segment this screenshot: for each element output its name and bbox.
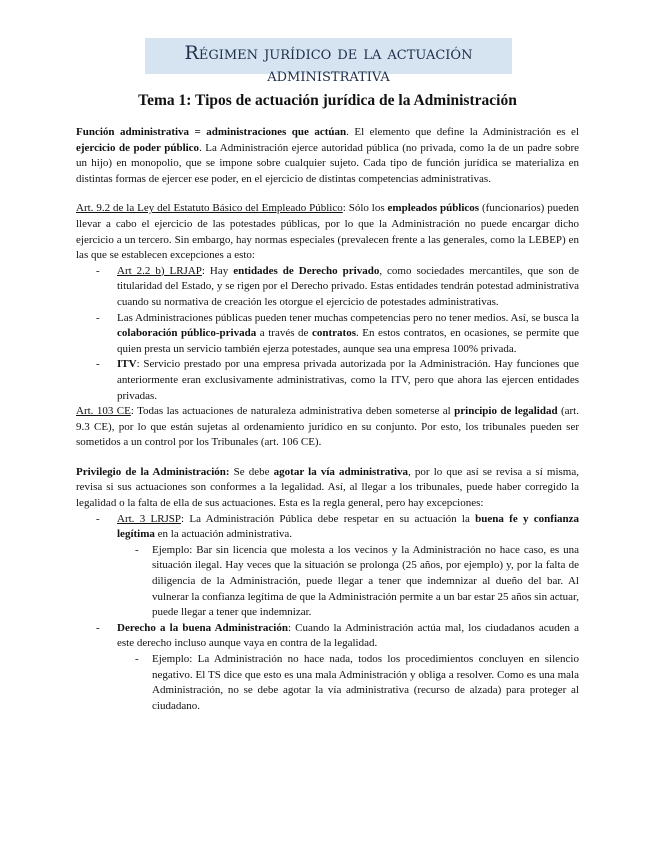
text-run: (funcionarios) pueden llevar a cabo el ejercicio de las potestades públicas, por lo que la Administración no puede encargar dicho ejercicio a un tercero. Sin embargo, hay normas especiales (prevalecen frente a las generales, como la LEBEP) en las que se establecen excepciones a esto: [76,202,579,262]
paragraph-art-9-2 [76,201,579,263]
bold-term: Función administrativa = administraciones que actúan [76,126,347,138]
bold-term: Derecho a la buena Administración [117,621,288,634]
bold-term: colaboración público-privada [117,327,257,340]
spacer [76,187,579,201]
paragraph-funcion-administrativa [76,125,579,187]
text-run: : Hay [201,264,234,277]
text-run: : Sólo los [342,202,388,215]
text-run: , como sociedades mercantiles, que son de titularidad del Estado, y se rigen por el Derecho privado. Estas entidades tendrán potestad administrativa cuando su normativa de creación les otorgue el ejercicio de potestades administrativas. [117,264,579,308]
bold-term: principio de legalidad [454,405,558,418]
exceptions-list [76,512,579,543]
bold-term: entidades de Derecho privado [233,264,380,277]
list-item [76,311,579,358]
document-body [76,125,579,714]
exceptions-list [76,264,579,404]
paragraph-privilegio [76,465,579,512]
text-run: a través de [256,327,312,340]
list-item [76,357,579,404]
bold-term: agotar la vía administrativa [273,465,409,478]
text-run: (art. 9.3 CE), por lo que están sujetas al ordenamiento jurídico en su conjunto. Por esto, los tribunales pueden ser sometidos a un control por los Tribunales (art. 106 CE). [76,405,579,449]
text-run: , por lo que así se revisa a sí misma, revisa si sus actuaciones son conformes a la legalidad. Así, al llegar a los tribunales, puede haber corregido la legalidad o la falta de ella de sus actuaciones. Esta es la regla general, pero hay excepciones: [76,465,579,510]
sub-list-item: - Ejemplo: Bar sin licencia que molesta a los vecinos y la Administración no hace caso, es una situación ilegal. Hay veces que la situación se prolonga (25 años, por ejemplo) y, por la falta de diligencia de la Administración, puede llegar a tener que indemnizar al dueño del bar. Al vulnerar la confianza legítima de que la Administración permite a un bar estar 25 años sin actuar, puede llegar a tener que indemnizar. [76,543,579,621]
bold-term: buena fe y confianza legítima [117,512,579,541]
title-banner [145,38,512,86]
list-item [76,512,579,543]
topic-title: Tema 1: Tipos de actuación jurídica de la Administración [138,92,517,109]
bold-term: contratos [311,327,356,340]
bold-term: ITV [117,358,137,371]
text-run: : Servicio prestado por una empresa privada autorizada por la Administración. Hay funciones que anteriormente eran exclusivamente administrativas, como la ITV, pero que ahora las ejercen entidades privadas. [117,358,579,402]
text-run: : La Administración Pública debe respetar en su actuación la [181,512,476,525]
law-reference: Art. 103 CE [76,405,131,418]
text-run: . La Administración ejerce autoridad pública (no privada, como la de un padre sobre un hijo) en monopolio, que se impone sobre cualquier sujeto. Cada tipo de función jurídica se materializa en distintas formas de ejercer ese poder, en el ejercicio de distintas competencias administrativas. [76,141,579,185]
law-reference: Art. 9.2 de la Ley del Estatuto Básico del Empleado Público [76,202,343,215]
bold-term: ejercicio de poder público [76,141,200,154]
text-run: en la actuación administrativa. [154,528,293,541]
bold-term: Privilegio de la Administración: [76,465,230,478]
text-run: . En estos contratos, en ocasiones, se permite que quien presta un servicio también ejerza potestades, aunque sea una empresa 100% privada. [117,327,579,355]
text-run: : Cuando la Administración actúa mal, los ciudadanos acuden a este derecho incluso aunque vaya en contra de la legalidad. [117,621,579,650]
list-item [76,621,579,652]
sub-list [76,543,579,621]
text-run: : Todas las actuaciones de naturaleza administrativa deben someterse al [130,405,455,418]
sub-list [76,652,579,714]
sub-list-item: - Ejemplo: La Administración no hace nada, todos los procedimientos concluyen en silencio negativo. El TS dice que esto es una mala Administración y obliga a resolver. Como es una mala Administración, no se debe agotar la vía administrativa (recurso de alzada) para proteger al ciudadano. [76,652,579,714]
law-reference: Art 2.2 b) LRJAP [117,264,202,277]
exceptions-list [76,621,579,652]
text-run: . El elemento que define la Administración es el [346,126,579,138]
text-run: Se debe [229,465,274,478]
law-reference: Art. 3 LRJSP [117,512,182,525]
list-item [76,264,579,311]
text-run: Las Administraciones públicas pueden tener muchas competencias pero no tener medios. Así, se busca la [117,311,579,324]
bold-term: empleados públicos [387,202,480,215]
banner-title: Régimen jurídico de la actuación administrativa [184,42,473,86]
paragraph-art-103 [76,404,579,451]
spacer [76,451,579,465]
